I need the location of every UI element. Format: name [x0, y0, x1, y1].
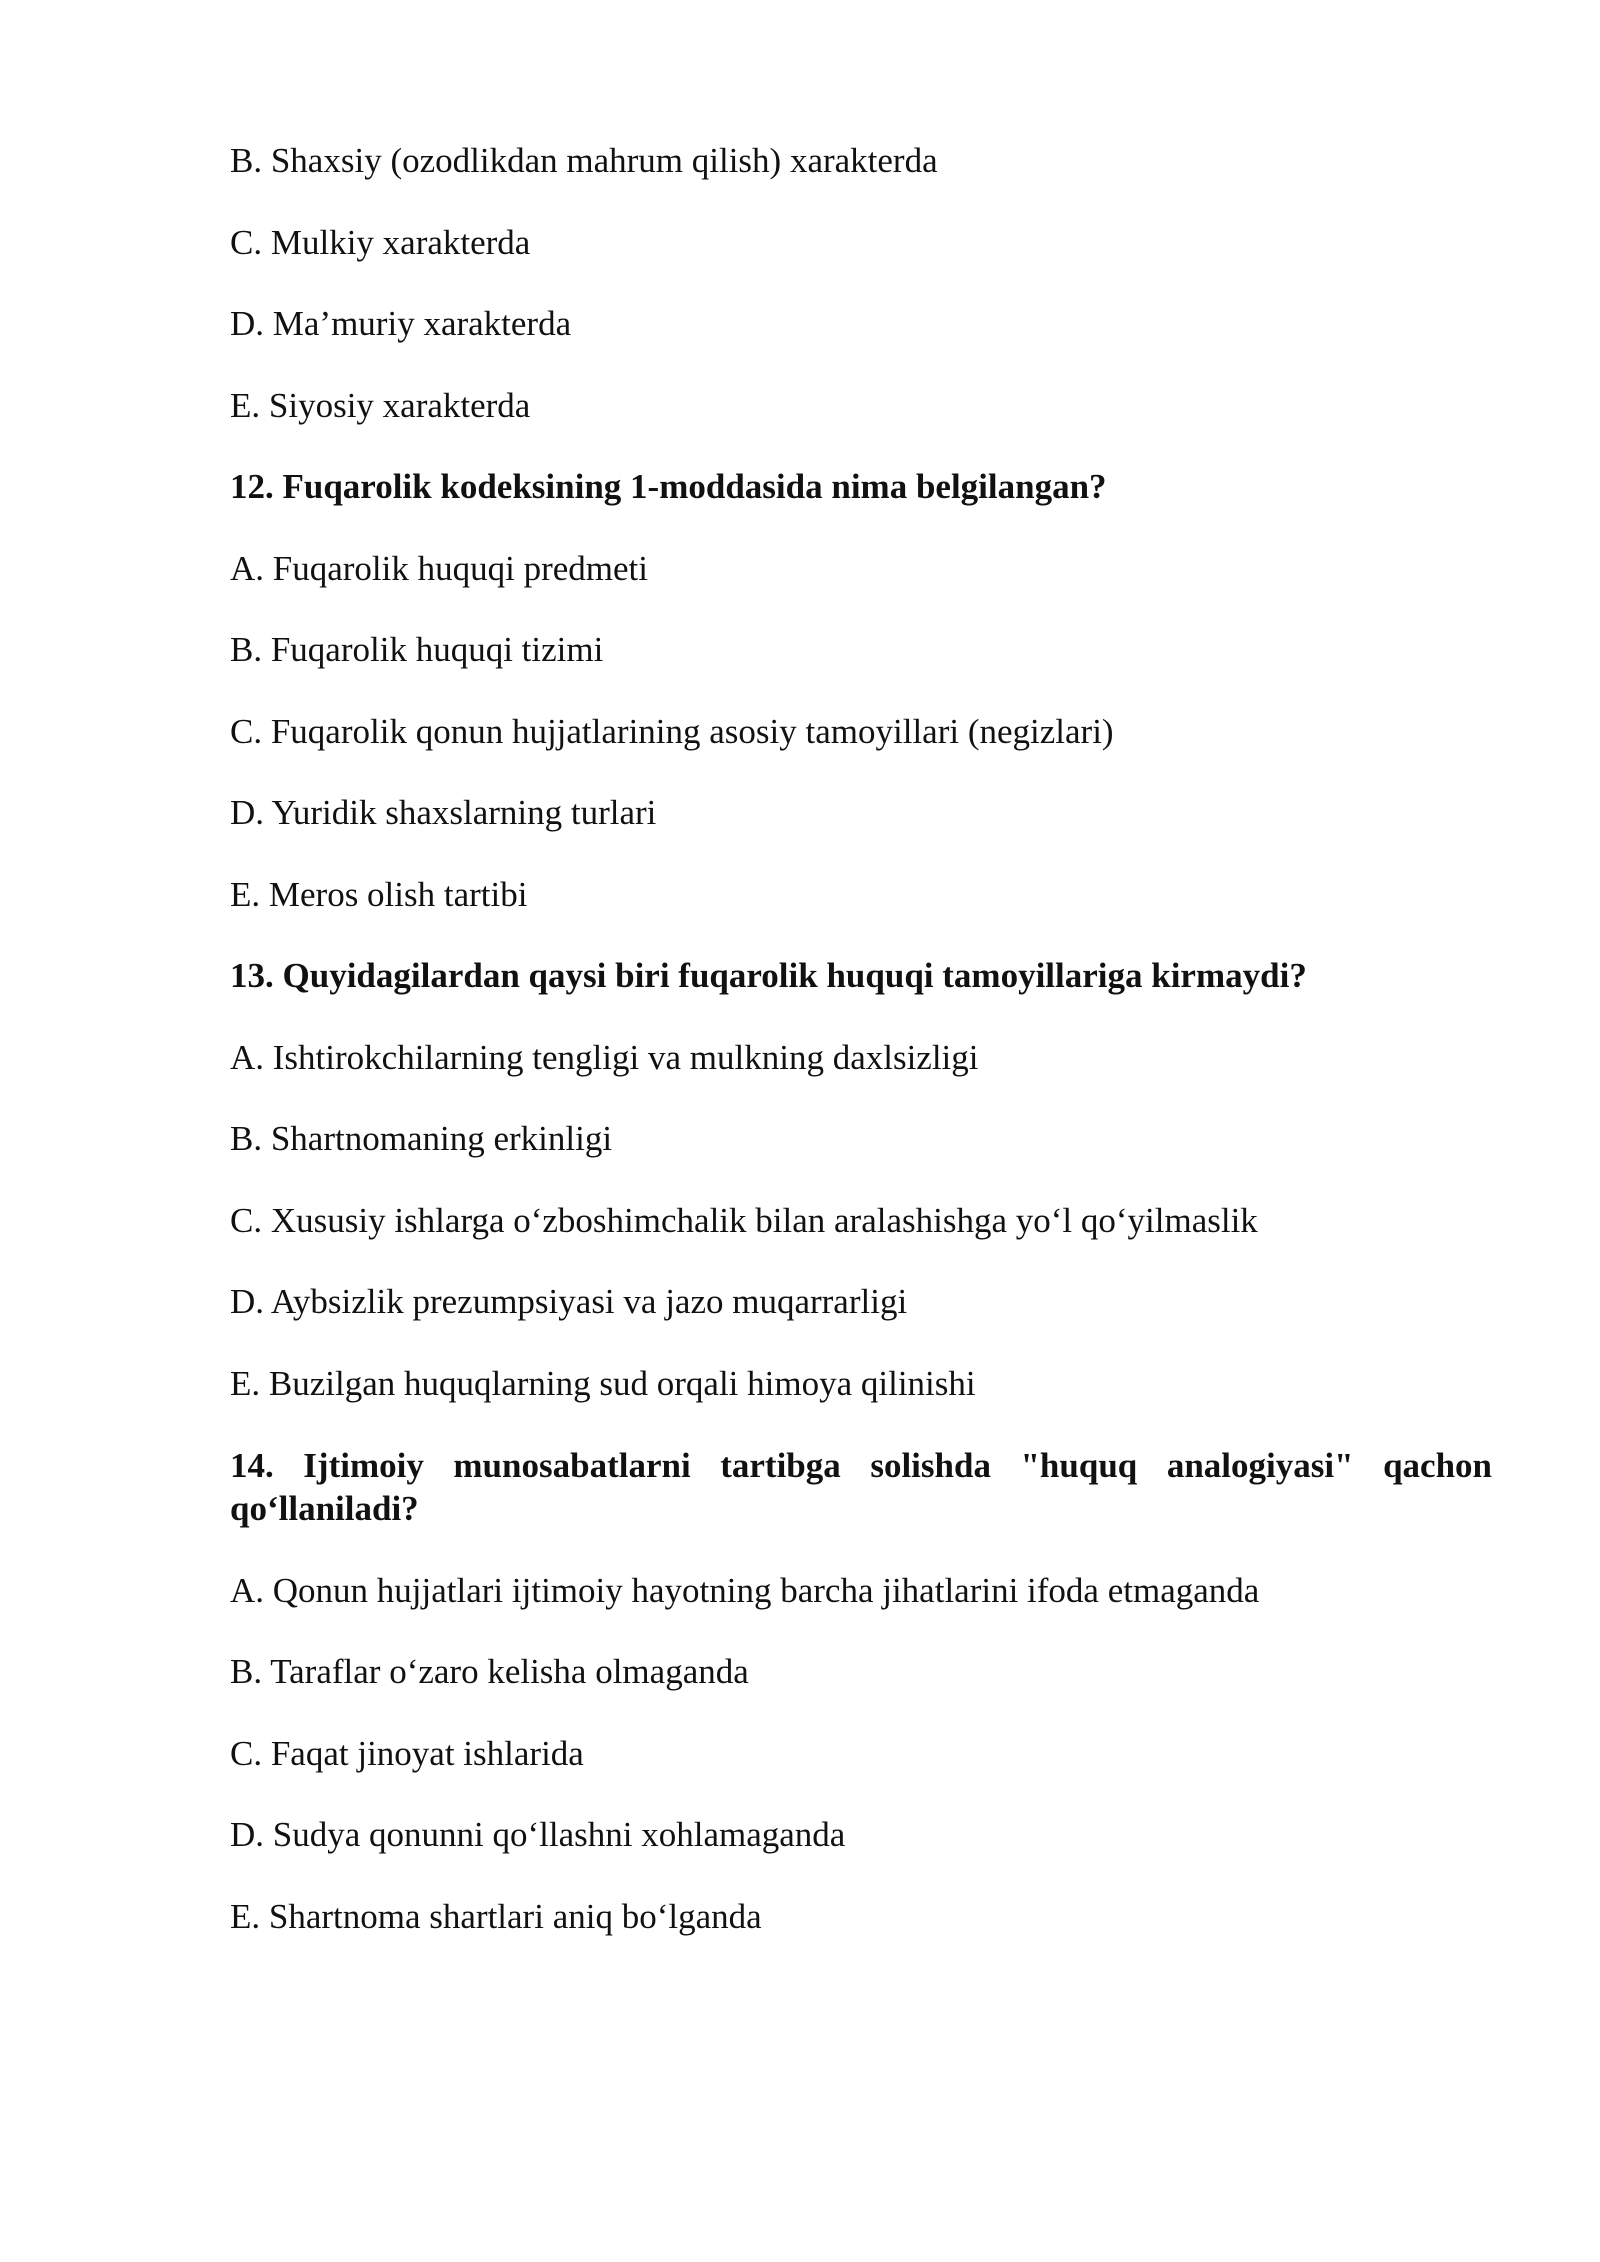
answer-option-13b: B. Shartnomaning erkinligi	[230, 1119, 613, 1158]
answer-option-11c: C. Mulkiy xarakterda	[230, 222, 531, 262]
answer-option-11e: E. Siyosiy xarakterda	[230, 385, 531, 425]
document-page	[230, 140, 1492, 1977]
answer-option-13c: C. Xususiy ishlarga o‘zboshimchalik bilan aralashishga yo‘l qo‘yilmaslik	[230, 1200, 1258, 1240]
answer-option-14c: C. Faqat jinoyat ishlarida	[230, 1733, 584, 1773]
answer-option-11b: B. Shaxsiy (ozodlikdan mahrum qilish) xarakterda	[230, 141, 938, 180]
answer-option-12b: B. Fuqarolik huquqi tizimi	[230, 630, 604, 669]
answer-option-14a: A. Qonun hujjatlari ijtimoiy hayotning barcha jihatlarini ifoda etmaganda	[230, 1570, 1260, 1610]
answer-option-14d: D. Sudya qonunni qo‘llashni xohlamaganda	[230, 1815, 846, 1854]
answer-option-14b: B. Taraflar o‘zaro kelisha olmaganda	[230, 1652, 749, 1691]
answer-option-13e: E. Buzilgan huquqlarning sud orqali himoya qilinishi	[230, 1363, 976, 1403]
answer-option-12e: E. Meros olish tartibi	[230, 874, 528, 914]
question-12: 12. Fuqarolik kodeksining 1-moddasida nima belgilangan?	[230, 467, 1107, 506]
answer-option-12d: D. Yuridik shaxslarning turlari	[230, 793, 657, 832]
answer-option-14e: E. Shartnoma shartlari aniq bo‘lganda	[230, 1896, 762, 1936]
answer-option-11d: D. Ma’muriy xarakterda	[230, 304, 572, 343]
answer-option-13d: D. Aybsizlik prezumpsiyasi va jazo muqarrarligi	[230, 1282, 908, 1321]
answer-option-12c: C. Fuqarolik qonun hujjatlarining asosiy tamoyillari (negizlari)	[230, 711, 1114, 751]
question-13: 13. Quyidagilardan qaysi biri fuqarolik huquqi tamoyillariga kirmaydi?	[230, 956, 1307, 995]
question-14: 14. Ijtimoiy munosabatlarni tartibga solishda "huquq analogiyasi" qachon qo‘llaniladi?	[230, 1446, 1492, 1528]
answer-option-13a: A. Ishtirokchilarning tengligi va mulkning daxlsizligi	[230, 1037, 979, 1077]
answer-option-12a: A. Fuqarolik huquqi predmeti	[230, 548, 649, 588]
